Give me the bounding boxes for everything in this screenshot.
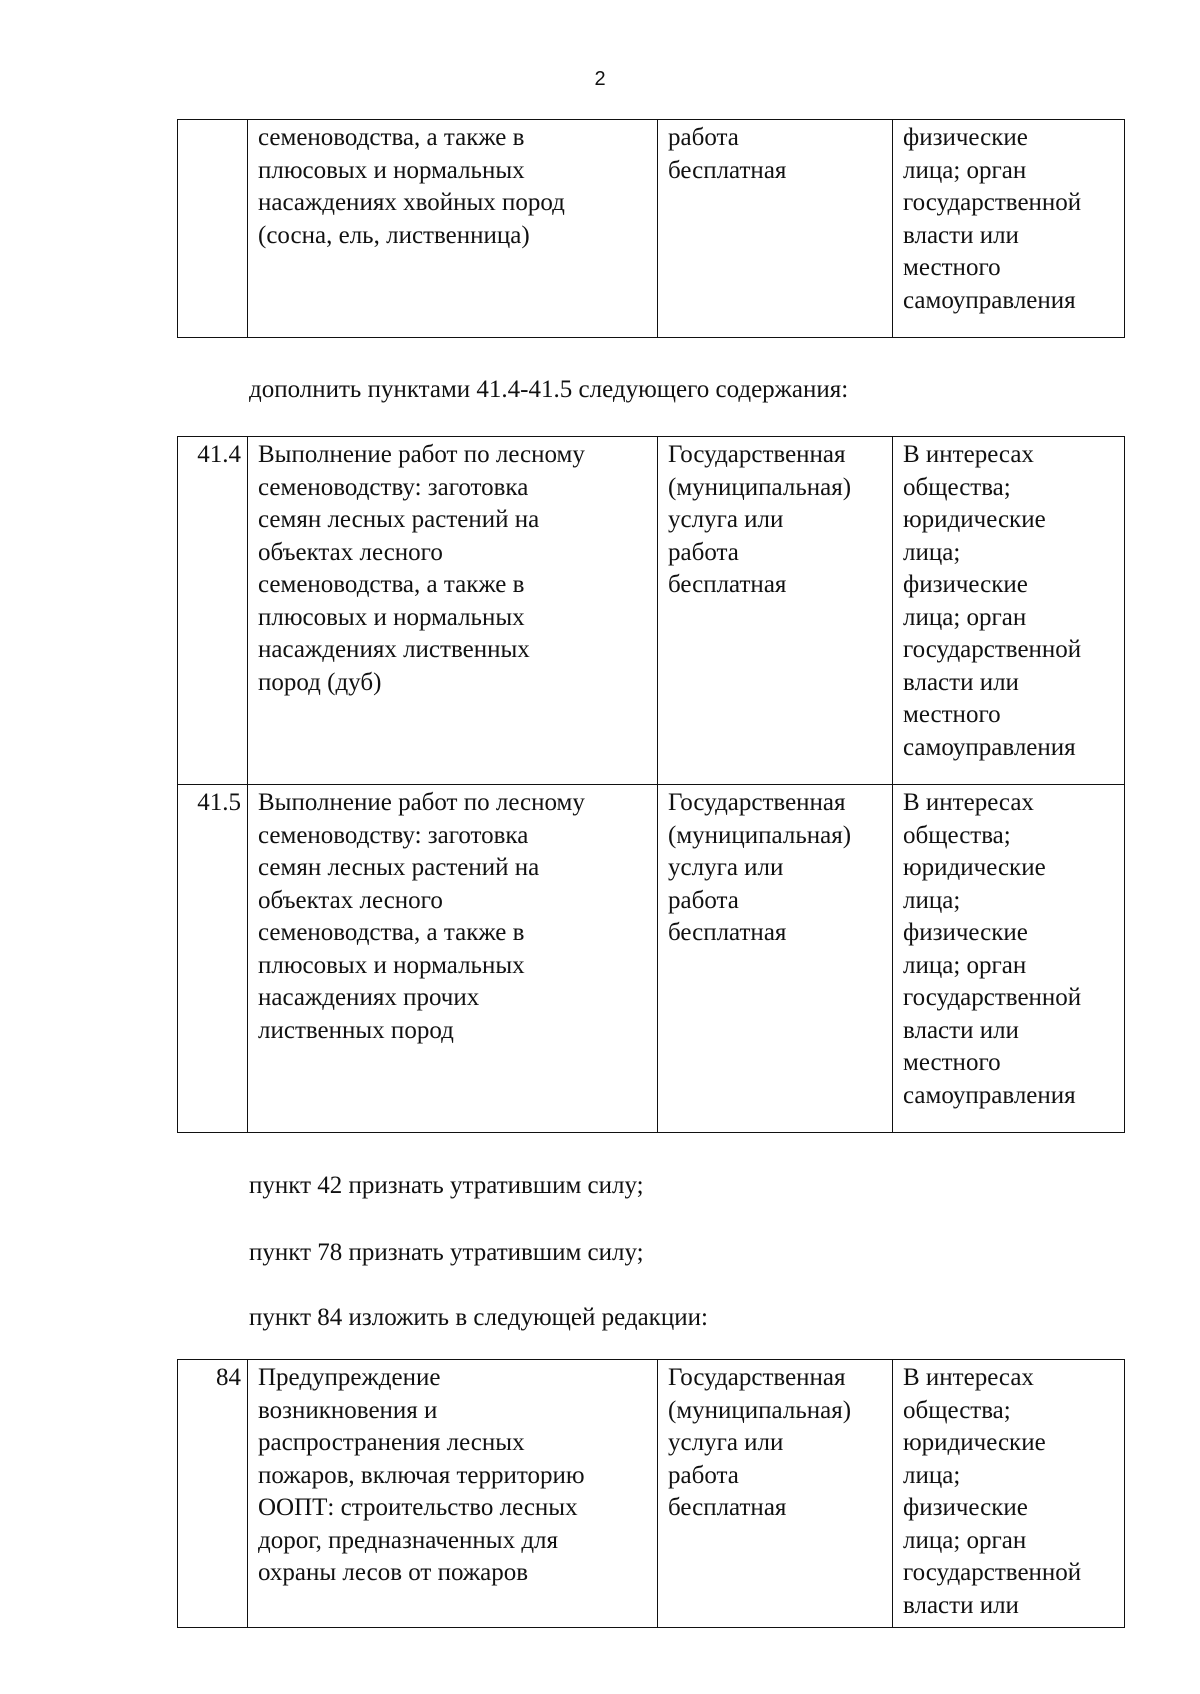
paragraph-add-items: дополнить пунктами 41.4-41.5 следующего содержания: [249, 376, 849, 403]
row-description: Выполнение работ по лесному семеноводству: заготовка семян лесных растений на объектах лесного семеноводства, а также в плюсовых и нормальных насаждениях лиственных пород (дуб) [248, 437, 658, 785]
table-item-84 [177, 1359, 1125, 1628]
row-number: 41.5 [178, 785, 248, 1133]
page-number: 2 [594, 68, 606, 90]
row-description: семеноводства, а также в плюсовых и нормальных насаждениях хвойных пород (сосна, ель, лиственница) [248, 120, 658, 338]
row-type: Государственная (муниципальная) услуга или работа бесплатная [658, 1360, 893, 1628]
row-consumers: В интересах общества; юридические лица; физические лица; орган государственной власти или [893, 1360, 1125, 1628]
row-type: Государственная (муниципальная) услуга или работа бесплатная [658, 437, 893, 785]
table-items-41-4-41-5 [177, 436, 1125, 1133]
row-number: 84 [178, 1360, 248, 1628]
table-row [178, 1360, 1125, 1628]
row-description: Выполнение работ по лесному семеноводству: заготовка семян лесных растений на объектах лесного семеноводства, а также в плюсовых и нормальных насаждениях прочих лиственных пород [248, 785, 658, 1133]
table-row [178, 785, 1125, 1133]
paragraph-item-84: пункт 84 изложить в следующей редакции: [249, 1304, 708, 1331]
paragraph-item-42: пункт 42 признать утратившим силу; [249, 1172, 644, 1199]
row-type: работа бесплатная [658, 120, 893, 338]
row-number: 41.4 [178, 437, 248, 785]
table-continuation [177, 119, 1125, 338]
row-type: Государственная (муниципальная) услуга или работа бесплатная [658, 785, 893, 1133]
row-description: Предупреждение возникновения и распространения лесных пожаров, включая территорию ООПТ: строительство лесных дорог, предназначенных для охраны лесов от пожаров [248, 1360, 658, 1628]
row-consumers: В интересах общества; юридические лица; физические лица; орган государственной власти или местного самоуправления [893, 437, 1125, 785]
row-consumers: В интересах общества; юридические лица; физические лица; орган государственной власти или местного самоуправления [893, 785, 1125, 1133]
row-number [178, 120, 248, 338]
row-consumers: физические лица; орган государственной власти или местного самоуправления [893, 120, 1125, 338]
table-row [178, 120, 1125, 338]
paragraph-item-78: пункт 78 признать утратившим силу; [249, 1239, 644, 1266]
table-row [178, 437, 1125, 785]
